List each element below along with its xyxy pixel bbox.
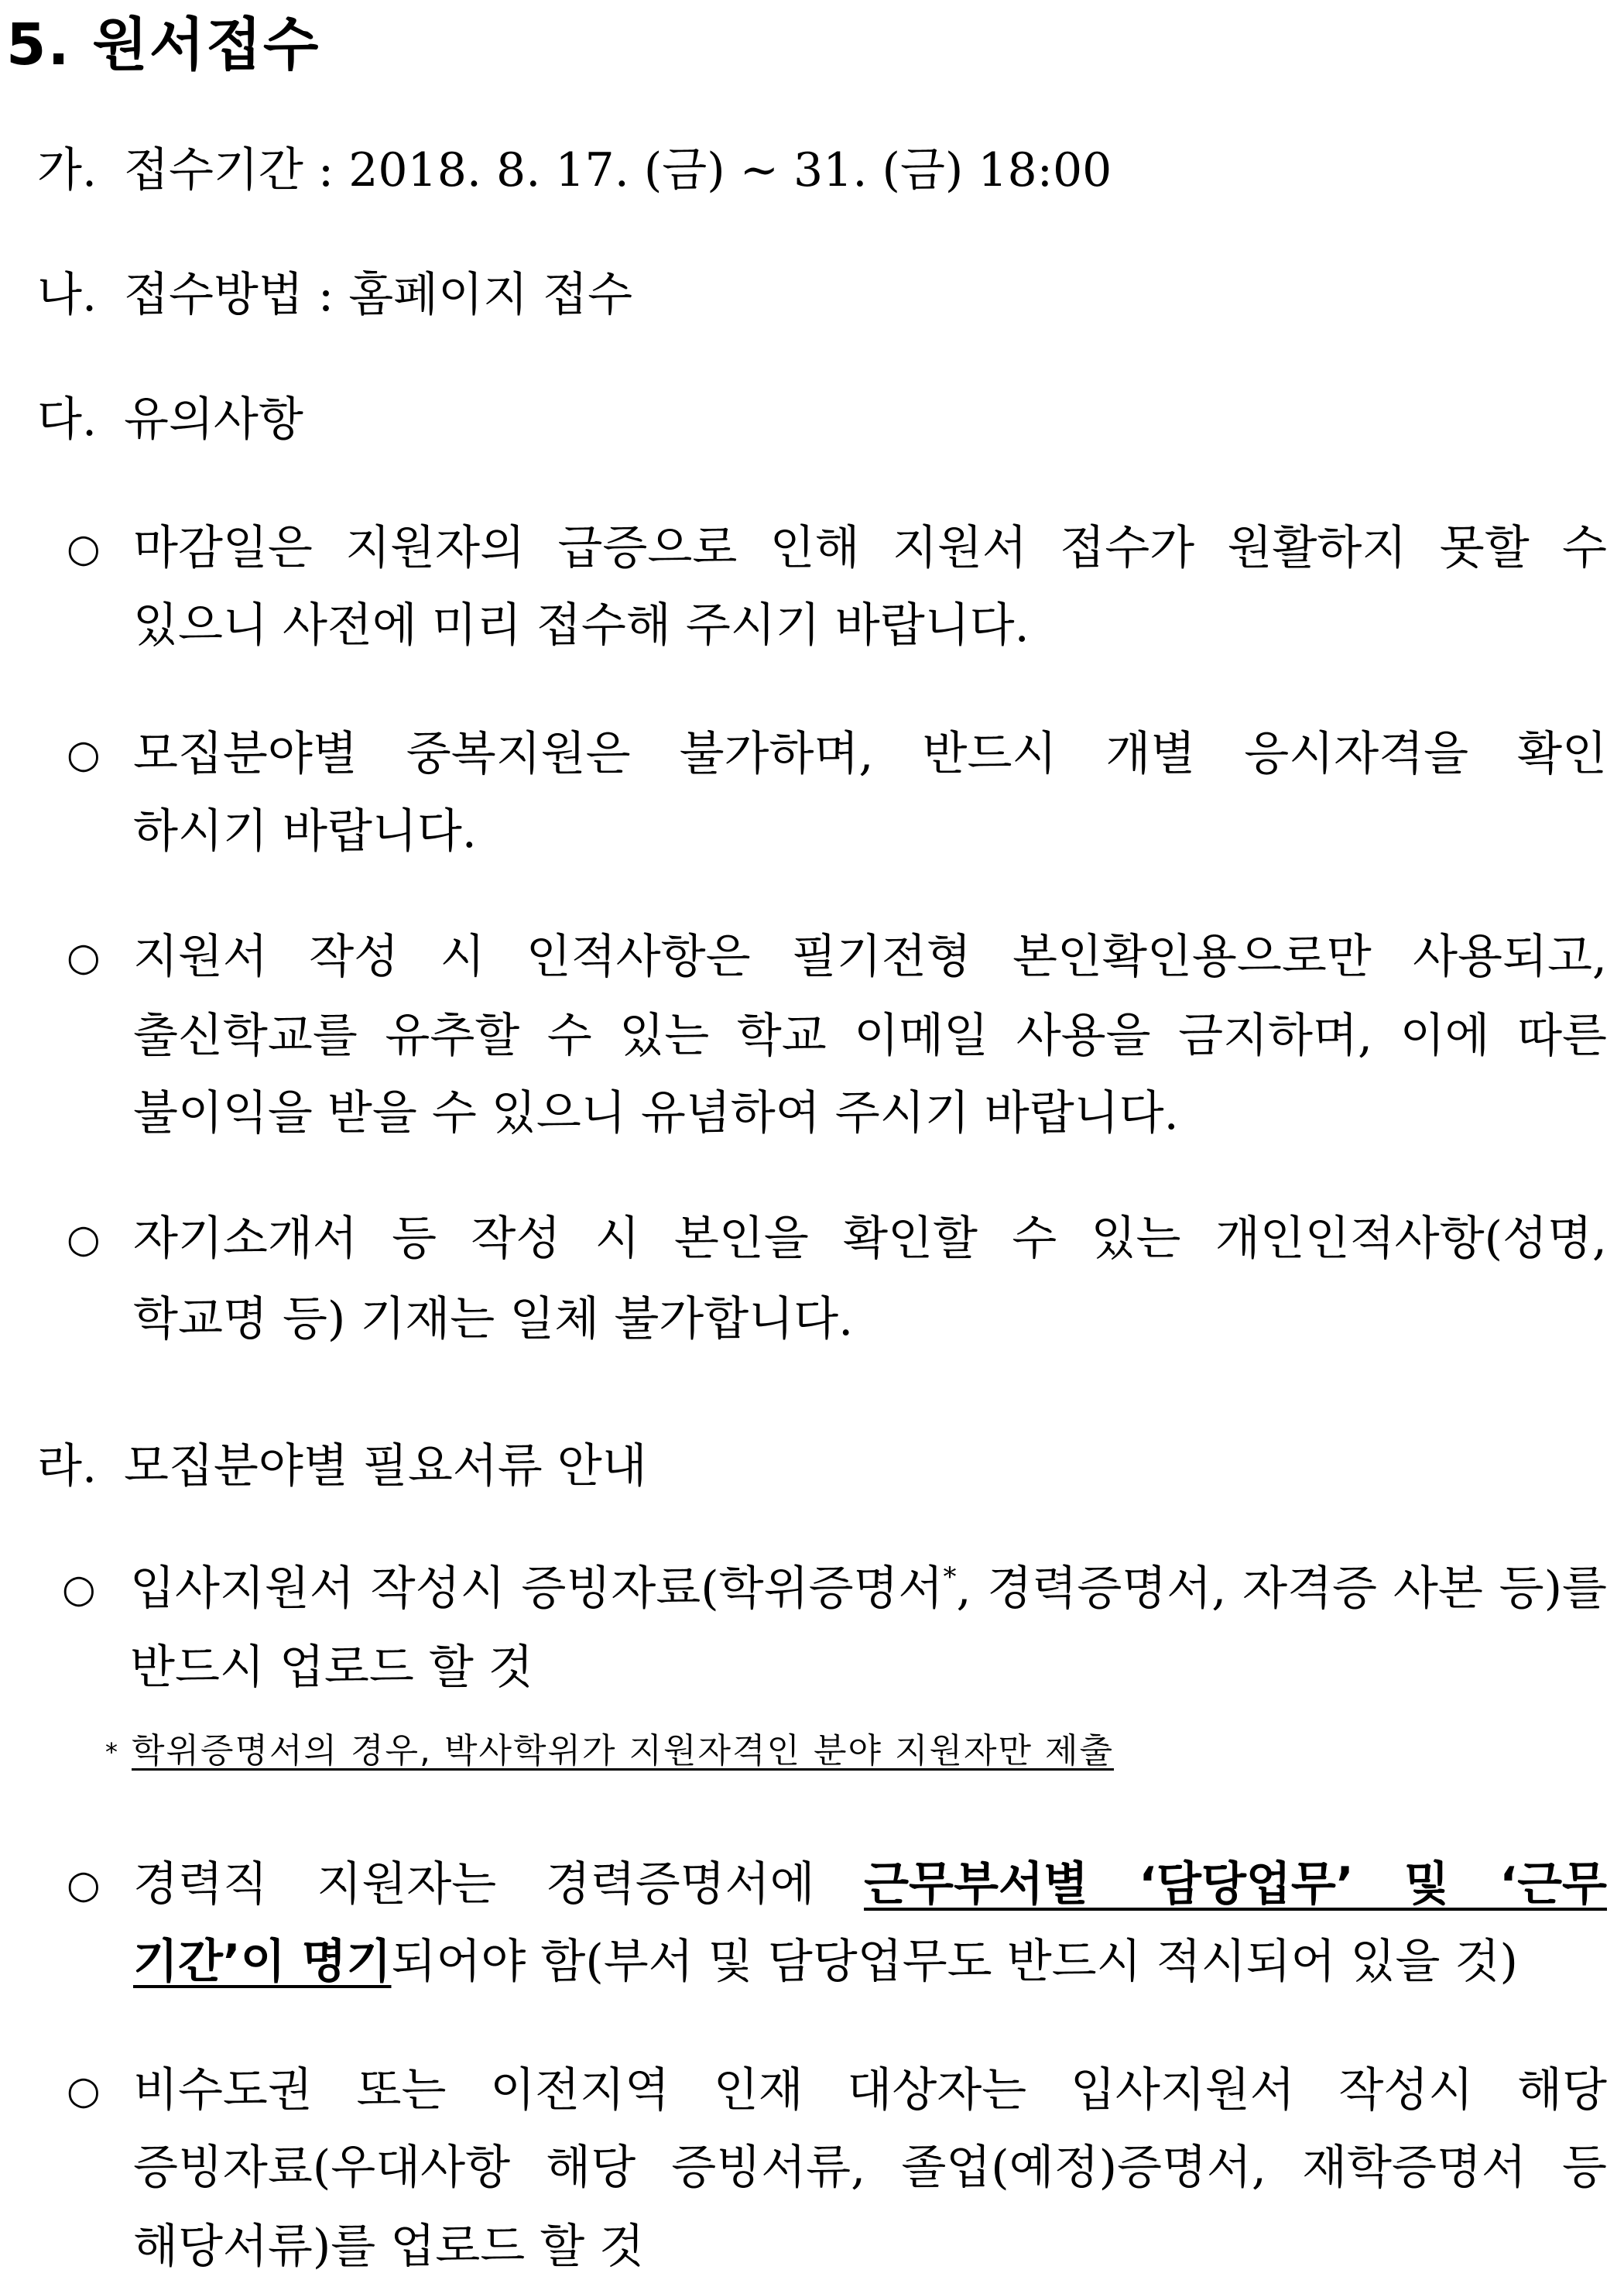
section-heading: 5. 원서접수 (6, 12, 320, 78)
notice-item-2-line-2: 하시기 바랍니다. (133, 804, 477, 859)
documents-item-2-line-1 (133, 1853, 1607, 1915)
notice-item-1-line-2: 있으니 사전에 미리 접수해 주시기 바랍니다. (133, 598, 1030, 653)
section-ra-label: 라. (37, 1439, 98, 1493)
bullet-icon: ○ (67, 2068, 101, 2113)
documents-item-3-line-1: 비수도권 또는 이전지역 인재 대상자는 입사지원서 작성시 해당 (133, 2063, 1607, 2117)
documents-item-1-line-2: 반드시 업로드 할 것 (130, 1641, 533, 1695)
notice-item-1-line-1: 마감일은 지원자의 급증으로 인해 지원서 접수가 원활하지 못할 수 (133, 521, 1607, 575)
documents-item-2-line-1-emphasis: 근무부서별 ‘담당업무’ 및 ‘근무 (864, 1857, 1607, 1911)
bullet-icon: ○ (67, 1862, 101, 1907)
section-na-text: 접수방법 : 홈페이지 접수 (124, 268, 633, 322)
documents-item-2-line-1-plain: 경력직 지원자는 경력증명서에 (133, 1857, 865, 1911)
documents-item-2-line-2-plain: 되어야 함(부서 및 담당업무도 반드시 적시되어 있을 것) (391, 1935, 1518, 1989)
section-ga-text: 접수기간 : 2018. 8. 17. (금) ~ 31. (금) 18:00 (124, 143, 1112, 197)
bullet-icon: ○ (67, 526, 101, 571)
bullet-icon: ○ (67, 1216, 101, 1261)
footnote (105, 1726, 1114, 1777)
bullet-icon: ○ (62, 1566, 96, 1611)
notice-item-4-line-1: 자기소개서 등 작성 시 본인을 확인할 수 있는 개인인적사항(성명, (133, 1212, 1607, 1266)
notice-item-4-line-2: 학교명 등) 기재는 일체 불가합니다. (133, 1292, 854, 1346)
notice-item-2-line-1: 모집분야별 중복지원은 불가하며, 반드시 개별 응시자격을 확인 (133, 727, 1607, 781)
documents-item-3-line-3: 해당서류)를 업로드 할 것 (133, 2220, 645, 2274)
bullet-icon: ○ (67, 934, 101, 979)
documents-item-1-line-1-pre: 입사지원서 작성시 증빙자료(학위증명서 (130, 1562, 944, 1616)
documents-item-2-line-2-emphasis: 기간’이 명기 (133, 1935, 392, 1989)
section-ra-text: 모집분야별 필요서류 안내 (124, 1439, 647, 1493)
footnote-marker: * (943, 1562, 957, 1593)
notice-item-3-line-2: 출신학교를 유추할 수 있는 학교 이메일 사용을 금지하며, 이에 따른 (133, 1009, 1607, 1063)
section-na-label: 나. (37, 268, 98, 322)
section-da-text: 유의사항 (124, 393, 303, 447)
documents-item-1-line-1 (130, 1558, 1607, 1620)
notice-item-3-line-3: 불이익을 받을 수 있으니 유념하여 주시기 바랍니다. (133, 1086, 1179, 1140)
footnote-text: 학위증명서의 경우, 박사학위가 지원자격인 분야 지원자만 제출 (132, 1731, 1115, 1771)
section-da-label: 다. (37, 393, 98, 447)
documents-item-1-line-1-post: , 경력증명서, 자격증 사본 등)를 (956, 1562, 1607, 1616)
section-ga-label: 가. (37, 143, 98, 197)
documents-item-2-line-2 (133, 1931, 1518, 1993)
notice-item-3-line-1: 지원서 작성 시 인적사항은 필기전형 본인확인용으로만 사용되고, (133, 930, 1607, 984)
documents-item-3-line-2: 증빙자료(우대사항 해당 증빙서류, 졸업(예정)증명서, 재학증명서 등 (133, 2141, 1607, 2195)
bullet-icon: ○ (67, 732, 101, 777)
footnote-star: * (105, 1737, 119, 1767)
